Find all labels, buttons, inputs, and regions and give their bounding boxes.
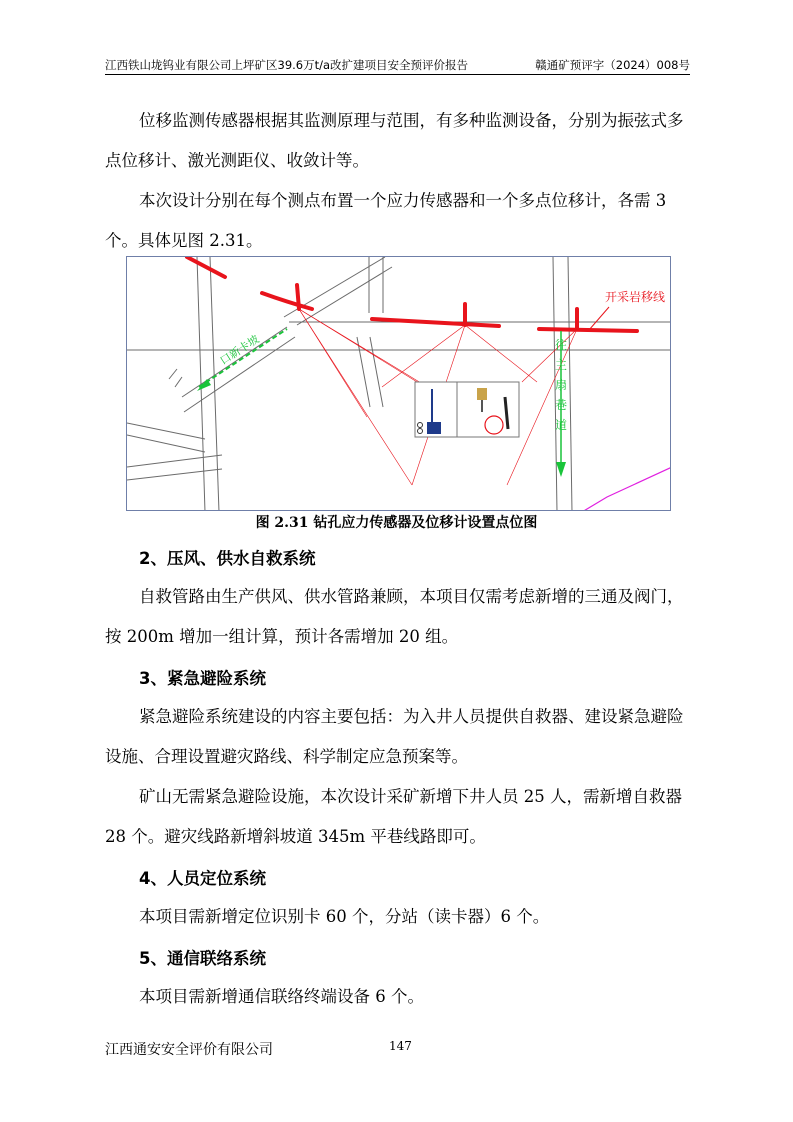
page-number: 147 xyxy=(389,1039,412,1053)
section-heading: 4、人员定位系统 xyxy=(139,869,266,888)
figure-map xyxy=(126,256,671,511)
label-mining-line: 开采岩移线 xyxy=(605,290,666,304)
paragraph: 自救管路由生产供风、供水管路兼顾，本项目仅需考虑新增的三通及阀门，按 200m 增加一组计算，预计各需增加 20 组。 xyxy=(105,587,684,646)
figure-caption: 图 2.31 钻孔应力传感器及位移计设置点位图 xyxy=(255,515,538,531)
section-heading: 3、紧急避险系统 xyxy=(139,669,266,688)
paragraph: 位移监测传感器根据其监测原理与范围，有多种监测设备，分别为振弦式多点位移计、激光测距仪、收敛计等。 xyxy=(105,111,684,170)
displacement-meter-icon xyxy=(477,388,487,400)
paragraph: 本项目需新增通信联络终端设备 6 个。 xyxy=(139,987,424,1006)
label-inclined-road: 口新卡坡 xyxy=(217,332,262,368)
paragraph: 紧急避险系统建设的内容主要包括：为入井人员提供自救器、建设紧急避险设施、合理设置避灾路线、科学制定应急预案等。 xyxy=(105,707,684,766)
rock-movement-line xyxy=(187,257,637,331)
paragraph: 本次设计分别在每个测点布置一个应力传感器和一个多点位移计，各需 3 个。具体见图 2.31。 xyxy=(105,191,667,250)
section-heading: 2、压风、供水自救系统 xyxy=(139,549,316,568)
section-heading: 5、通信联络系统 xyxy=(139,949,266,968)
sensor-images xyxy=(415,382,519,437)
paragraph: 本项目需新增定位识别卡 60 个，分站（读卡器）6 个。 xyxy=(139,907,550,926)
footer-company: 江西通安安全评价有限公司 xyxy=(105,1042,273,1058)
mine-layout-diagram xyxy=(127,257,671,511)
header-report-title: 江西铁山垅钨业有限公司上坪矿区39.6万t/a改扩建项目安全预评价报告 xyxy=(105,58,469,72)
header-report-number: 赣通矿预评字（2024）008号 xyxy=(535,58,690,72)
page-header xyxy=(105,56,690,75)
stress-sensor-icon xyxy=(427,422,441,434)
label-to-main-fan: 往主扇巷道 xyxy=(555,338,568,432)
paragraph: 矿山无需紧急避险设施，本次设计采矿新增下井人员 25 人，需新增自救器 28 个。避灾线路新增斜坡道 345m 平巷线路即可。 xyxy=(105,787,682,846)
